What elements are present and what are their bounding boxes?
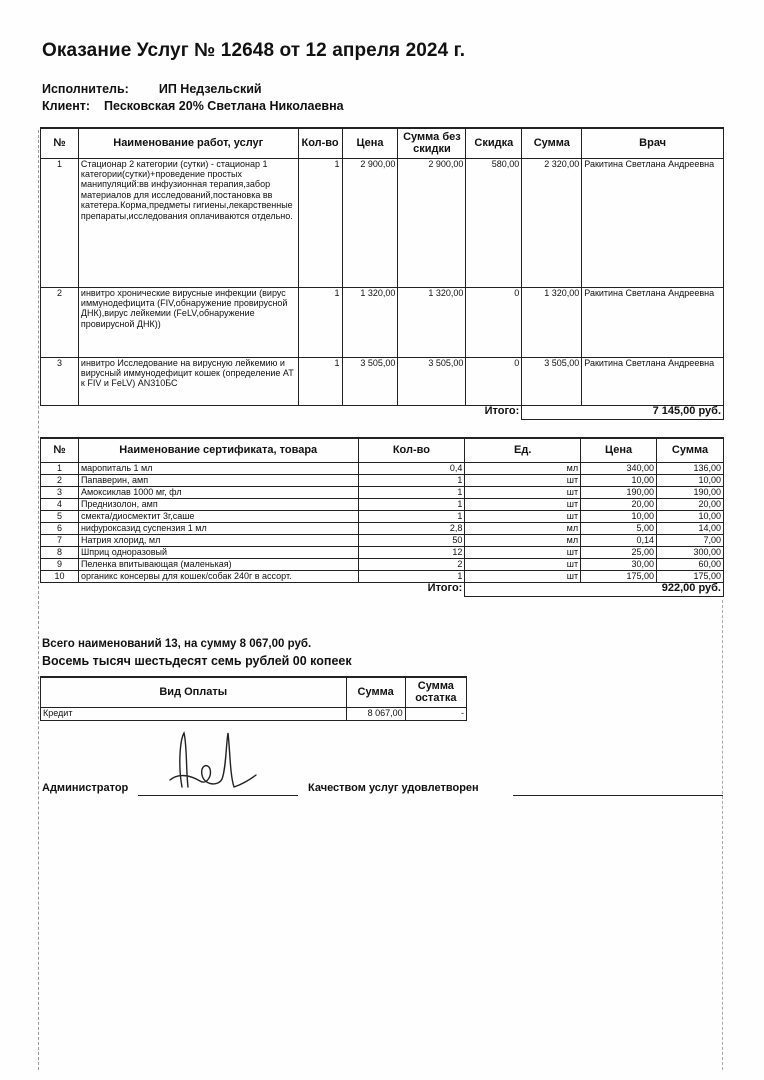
table-row: [41, 534, 724, 546]
service-doctor: Ракитина Светлана Андреевна: [582, 158, 724, 287]
payment-sum: 8 067,00: [346, 707, 405, 720]
scan-margin-right: [722, 600, 724, 1070]
services-header-row: [41, 128, 724, 158]
goods-price: 20,00: [581, 498, 657, 510]
table-row: [41, 357, 724, 405]
service-discount: 580,00: [466, 158, 522, 287]
goods-name: Амоксиклав 1000 мг, фл: [78, 486, 358, 498]
row-number: 3: [41, 486, 79, 498]
goods-unit: мл: [465, 462, 581, 474]
services-total-label: Итого:: [41, 405, 522, 419]
goods-name: органикс консервы для кошек/собак 240г в ассорт.: [78, 570, 358, 582]
document-title: Оказание Услуг № 12648 от 12 апреля 2024 г.: [42, 40, 466, 61]
goods-qty: 1: [358, 570, 465, 582]
col-payment-sum: Сумма: [346, 677, 405, 707]
goods-unit: шт: [465, 474, 581, 486]
col-sum-no-discount: Сумма без скидки: [398, 128, 466, 158]
goods-price: 25,00: [581, 546, 657, 558]
goods-name: Папаверин, амп: [78, 474, 358, 486]
table-row: [41, 462, 724, 474]
goods-sum: 175,00: [657, 570, 724, 582]
goods-unit: шт: [465, 570, 581, 582]
table-row: [41, 474, 724, 486]
goods-price: 0,14: [581, 534, 657, 546]
col-sum: Сумма: [522, 128, 582, 158]
goods-qty: 1: [358, 510, 465, 522]
quality-satisfied-label: Качеством услуг удовлетворен: [308, 782, 479, 794]
service-sum-no-discount: 1 320,00: [398, 287, 466, 357]
goods-total-value: 922,00 руб.: [465, 582, 724, 596]
services-total-value: 7 145,00 руб.: [522, 405, 724, 419]
goods-price: 175,00: [581, 570, 657, 582]
goods-sum: 300,00: [657, 546, 724, 558]
service-sum-no-discount: 3 505,00: [398, 357, 466, 405]
row-number: 9: [41, 558, 79, 570]
goods-qty: 0,4: [358, 462, 465, 474]
services-total-row: [41, 405, 724, 419]
client-value: Песковская 20% Светлана Николаевна: [104, 99, 344, 113]
goods-sum: 136,00: [657, 462, 724, 474]
goods-price: 340,00: [581, 462, 657, 474]
row-number: 6: [41, 522, 79, 534]
executor-value: ИП Недзельский: [158, 82, 262, 96]
service-qty: 1: [298, 287, 342, 357]
row-number: 2: [41, 474, 79, 486]
col-number: №: [41, 438, 79, 462]
col-doctor: Врач: [582, 128, 724, 158]
row-number: 5: [41, 510, 79, 522]
service-discount: 0: [466, 287, 522, 357]
table-row: [41, 558, 724, 570]
payment-type: Кредит: [41, 707, 347, 720]
handwritten-signature: [160, 725, 260, 795]
service-sum: 3 505,00: [522, 357, 582, 405]
goods-name: смекта/диосмектит 3г,саше: [78, 510, 358, 522]
goods-name: Натрия хлорид, мл: [78, 534, 358, 546]
service-sum: 1 320,00: [522, 287, 582, 357]
table-row: [41, 498, 724, 510]
goods-table: [40, 437, 724, 597]
row-number: 3: [41, 357, 79, 405]
summary-count-line: Всего наименований 13, на сумму 8 067,00 руб.: [42, 638, 312, 650]
service-price: 2 900,00: [342, 158, 398, 287]
row-number: 10: [41, 570, 79, 582]
service-name: инвитро хронические вирусные инфекции (вирус иммунодефицита (FIV,обнаружение провирусной ДНК),вирус лейкемии (FeLV,обнаружение провирусной ДНК)): [78, 287, 298, 357]
goods-unit: шт: [465, 546, 581, 558]
service-name: инвитро Исследование на вирусную лейкемию и вирусный иммунодефицит кошек (определение АТ к FIV и FeLV) АN310БС: [78, 357, 298, 405]
goods-unit: шт: [465, 498, 581, 510]
payment-table: [40, 676, 467, 721]
payment-header-row: [41, 677, 467, 707]
service-doctor: Ракитина Светлана Андреевна: [582, 287, 724, 357]
service-qty: 1: [298, 158, 342, 287]
executor-line: [42, 82, 262, 96]
goods-price: 30,00: [581, 558, 657, 570]
table-row: [41, 546, 724, 558]
goods-sum: 10,00: [657, 510, 724, 522]
col-goods-name: Наименование сертификата, товара: [78, 438, 358, 462]
goods-sum: 7,00: [657, 534, 724, 546]
row-number: 4: [41, 498, 79, 510]
administrator-signature-line: [138, 795, 298, 796]
table-row: [41, 570, 724, 582]
administrator-label: Администратор: [42, 782, 129, 794]
goods-unit: мл: [465, 522, 581, 534]
col-number: №: [41, 128, 79, 158]
service-discount: 0: [466, 357, 522, 405]
goods-qty: 1: [358, 498, 465, 510]
goods-price: 10,00: [581, 510, 657, 522]
client-signature-line: [513, 795, 723, 796]
services-table: [40, 127, 724, 420]
goods-unit: шт: [465, 558, 581, 570]
table-row: [41, 287, 724, 357]
row-number: 8: [41, 546, 79, 558]
summary-amount-words: Восемь тысяч шестьдесят семь рублей 00 копеек: [42, 654, 352, 668]
goods-name: нифуроксазид суспензия 1 мл: [78, 522, 358, 534]
goods-qty: 1: [358, 474, 465, 486]
col-unit: Ед.: [465, 438, 581, 462]
goods-sum: 190,00: [657, 486, 724, 498]
table-row: [41, 522, 724, 534]
service-name: Стационар 2 категории (сутки) - стационар 1 категории(сутки)+проведение простых манипуляций:вв инфузионная терапия,забор материалов для исследований,постановка вв катетера.Корма,предметы гигиены,лекарственные препараты,исследования оплачиваются отдельно.: [78, 158, 298, 287]
goods-unit: шт: [465, 486, 581, 498]
service-price: 3 505,00: [342, 357, 398, 405]
table-row: [41, 158, 724, 287]
goods-unit: шт: [465, 510, 581, 522]
goods-sum: 20,00: [657, 498, 724, 510]
goods-price: 10,00: [581, 474, 657, 486]
table-row: [41, 486, 724, 498]
goods-name: Шприц одноразовый: [78, 546, 358, 558]
goods-qty: 12: [358, 546, 465, 558]
col-price: Цена: [342, 128, 398, 158]
row-number: 1: [41, 158, 79, 287]
goods-name: Пеленка впитывающая (маленькая): [78, 558, 358, 570]
executor-label: Исполнитель:: [42, 82, 129, 96]
goods-total-label: Итого:: [41, 582, 465, 596]
payment-rest: -: [405, 707, 466, 720]
goods-header-row: [41, 438, 724, 462]
client-label: Клиент:: [42, 99, 91, 113]
goods-name: Преднизолон, амп: [78, 498, 358, 510]
col-service-name: Наименование работ, услуг: [78, 128, 298, 158]
row-number: 7: [41, 534, 79, 546]
goods-sum: 10,00: [657, 474, 724, 486]
goods-price: 190,00: [581, 486, 657, 498]
goods-sum: 60,00: [657, 558, 724, 570]
service-sum-no-discount: 2 900,00: [398, 158, 466, 287]
col-qty: Кол-во: [298, 128, 342, 158]
goods-name: маропиталь 1 мл: [78, 462, 358, 474]
service-doctor: Ракитина Светлана Андреевна: [582, 357, 724, 405]
service-qty: 1: [298, 357, 342, 405]
col-price: Цена: [581, 438, 657, 462]
col-sum: Сумма: [657, 438, 724, 462]
goods-qty: 50: [358, 534, 465, 546]
service-price: 1 320,00: [342, 287, 398, 357]
goods-qty: 2: [358, 558, 465, 570]
goods-qty: 1: [358, 486, 465, 498]
col-payment-rest: Сумма остатка: [405, 677, 466, 707]
goods-qty: 2,8: [358, 522, 465, 534]
row-number: 1: [41, 462, 79, 474]
row-number: 2: [41, 287, 79, 357]
col-discount: Скидка: [466, 128, 522, 158]
table-row: [41, 510, 724, 522]
goods-sum: 14,00: [657, 522, 724, 534]
table-row: [41, 707, 467, 720]
col-payment-type: Вид Оплаты: [41, 677, 347, 707]
goods-total-row: [41, 582, 724, 596]
goods-price: 5,00: [581, 522, 657, 534]
col-qty: Кол-во: [358, 438, 465, 462]
goods-unit: мл: [465, 534, 581, 546]
service-sum: 2 320,00: [522, 158, 582, 287]
client-line: [42, 99, 344, 113]
